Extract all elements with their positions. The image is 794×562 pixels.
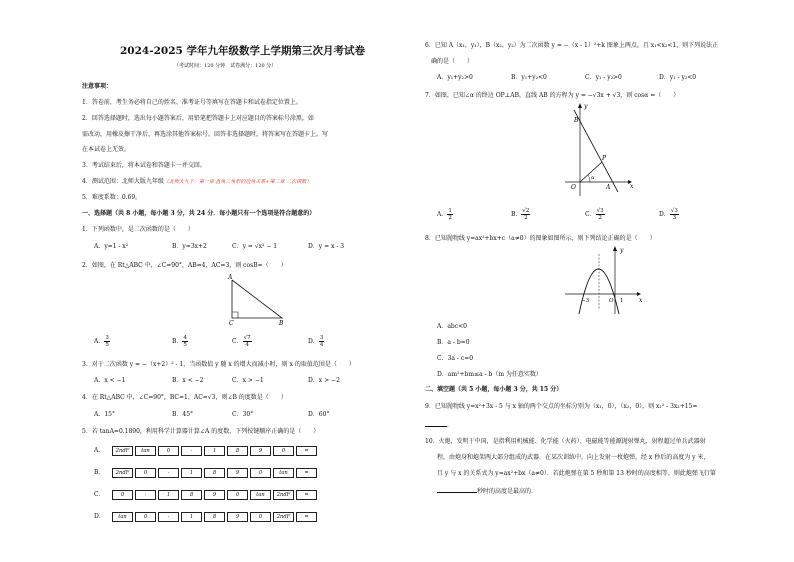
q4-option-c: C．30° bbox=[232, 411, 254, 418]
q1-stem: 1．下列函数中，是二次函数的是（ ） bbox=[82, 226, 194, 233]
q7-option-c: C． $\frac{√3}{2}$ bbox=[585, 208, 604, 221]
calculator-key: 9 bbox=[204, 490, 225, 500]
calculator-key: 0 bbox=[135, 512, 156, 522]
calculator-key: · bbox=[158, 468, 179, 478]
q3-option-a: A．x < −1 bbox=[94, 377, 126, 384]
calculator-key: 2ndF bbox=[273, 512, 294, 522]
note-1: 1．答卷前，考生务必将自己的姓名、准考证号等填写在答题卡和试卷指定位置上。 bbox=[82, 99, 302, 106]
q2-option-d: D． $\frac{3}{4}$ bbox=[308, 335, 324, 348]
page-subtitle: （考试时间：120 分钟 试卷满分：120 分） bbox=[174, 63, 277, 69]
note-5: 5．难度系数：0.69。 bbox=[82, 194, 142, 201]
q6-option-c: C．y₁ - y₂>0 bbox=[585, 74, 622, 81]
calculator-key: 0 bbox=[273, 446, 294, 456]
calculator-key: = bbox=[296, 468, 317, 478]
q1-option-b: B．y=3x+2 bbox=[172, 243, 207, 250]
q4-stem: 4．在 Rt△ABC 中，∠C=90°，BC=1，AC=√3，则∠B 的度数是（ ） bbox=[82, 394, 287, 401]
calculator-key: · bbox=[158, 512, 179, 522]
q1-option-d: D．y = x - 3 bbox=[308, 243, 345, 250]
q7-option-b: B． $\frac{√2}{2}$ bbox=[511, 208, 530, 221]
q8-option-c: C．3a - c=0 bbox=[437, 355, 474, 362]
q4-option-a: A．15° bbox=[94, 411, 115, 418]
calculator-key: 0 bbox=[112, 490, 133, 500]
q7-label-o: O bbox=[571, 184, 576, 191]
q8-label-1: 1 bbox=[620, 298, 624, 304]
q7-figure bbox=[560, 102, 635, 197]
q3-stem: 3．对于二次函数 y = −（x+2）² - 1，当函数值 y 随 x 的增大而减小时，则 x 的取值范围是（ ） bbox=[82, 361, 355, 368]
calculator-key: = bbox=[296, 446, 317, 456]
q2-option-c: C． $\frac{√7}{4}$ bbox=[232, 335, 251, 348]
q8-parabola-figure bbox=[565, 246, 645, 316]
calculator-key: 9 bbox=[250, 446, 271, 456]
q1-option-c: C．y = √x² − 1 bbox=[232, 243, 278, 250]
q3-option-b: B．x < −2 bbox=[172, 377, 204, 384]
q5-option-label: A． bbox=[94, 447, 105, 454]
q6-stem-2: 确的是（ ） bbox=[431, 58, 474, 65]
q6-option-a: A．y₁+y₂>0 bbox=[437, 74, 473, 81]
calculator-key: · bbox=[181, 446, 202, 456]
calculator-key: 0 bbox=[250, 512, 271, 522]
q2-option-a: A． $\frac{3}{5}$ bbox=[94, 335, 109, 348]
q7-label-y: y bbox=[584, 103, 588, 110]
calculator-key: tan bbox=[273, 468, 294, 478]
q3-option-c: C．x > −1 bbox=[232, 377, 264, 384]
q8-option-d: D．am²+bm≤a - b（m 为任意实数） bbox=[437, 371, 542, 378]
calculator-key: 1 bbox=[204, 446, 225, 456]
q5-option-label: C． bbox=[94, 491, 105, 498]
note-4 bbox=[82, 178, 311, 186]
calculator-key: 8 bbox=[204, 468, 225, 478]
q2-triangle-figure bbox=[222, 274, 292, 326]
q8-stem: 8．已知抛物线 y=ax²+bx+c（a≠0）的图象如图所示，则下列结论正确的是（ ） bbox=[425, 235, 656, 242]
q9-answer-blank[interactable] bbox=[425, 420, 447, 427]
calculator-key: 9 bbox=[227, 512, 248, 522]
calculator-key: 9 bbox=[227, 468, 248, 478]
q6-option-d: D．y₁ - y₂<0 bbox=[659, 74, 697, 81]
q7-label-alpha: α bbox=[591, 175, 595, 181]
notes-heading: 注意事项： bbox=[82, 83, 113, 90]
q7-stem: 7．如图，已知∠α 的终边 OP⊥AB，直线 AB 的方程为 y = −√3x + √3，则 cosα =（ ） bbox=[425, 92, 680, 99]
q7-label-b: B bbox=[574, 117, 579, 124]
q5-stem: 5．若 tanA=0.1890，利用科学计算器计算∠A 的度数，下列按键顺序正确的是（ ） bbox=[82, 428, 320, 435]
q7-option-d: D． $\frac{√3}{3}$ bbox=[659, 208, 678, 221]
calculator-key: 1 bbox=[181, 468, 202, 478]
calculator-key: 8 bbox=[227, 446, 248, 456]
q5-option-row bbox=[112, 512, 317, 522]
calculator-key: 1 bbox=[158, 490, 179, 500]
calculator-key: tan bbox=[250, 490, 271, 500]
q7-label-p: P bbox=[602, 155, 607, 162]
note-3: 3．考试结束后，将本试卷和答题卡一并交回。 bbox=[82, 162, 206, 169]
q3-option-d: D．x > −2 bbox=[308, 377, 340, 384]
calculator-key: 0 bbox=[227, 490, 248, 500]
q5-option-row bbox=[112, 446, 317, 456]
note-2b: 需改动，用橡皮擦干净后，再选涂其他答案标号。回答非选择题时，将答案写在答题卡上。写 bbox=[82, 131, 329, 138]
q5-option-row bbox=[112, 468, 317, 478]
q6-stem: 6．已知 A（x₁，y₁），B（x₂，y₂）为二次函数 y = −（x - 1）²+k 图象上两点，且 x₁<x₂<1，则下列说法正 bbox=[425, 42, 719, 49]
q7-option-a: A． $\frac{1}{2}$ bbox=[437, 208, 452, 221]
calculator-key: = bbox=[296, 490, 317, 500]
q10-answer-blank[interactable] bbox=[437, 486, 477, 493]
calculator-key: 8 bbox=[181, 490, 202, 500]
q9-stem: 9．已知抛物线 y=x²+3x - 5 与 x 轴的两个交点的坐标分别为（x₁，0），（x₂，0），则 x₁² - 3x₂+15= bbox=[425, 403, 698, 410]
q1-option-a: A．y=1 - x² bbox=[94, 243, 129, 250]
q10-line-1: 10．火炮，发明于中国，是指利用机械能、化学能（火药）、电磁能等能源抛射弹丸，射程超过单兵武器射 bbox=[425, 438, 706, 445]
q8-label-x: x bbox=[639, 297, 643, 304]
calculator-key: 0 bbox=[250, 468, 271, 478]
note-4-label: 4．测试范围：北师大版九年级 bbox=[82, 178, 164, 185]
note-4-range: （北师大九下：第一章 直角三角形的边角关系+第二章 二次函数） bbox=[163, 179, 312, 185]
q2-stem: 2．如图，在 Rt△ABC 中，∠C=90°，AB=4，AC=3，则 cosB=（ ） bbox=[82, 262, 287, 269]
calculator-key: tan bbox=[112, 512, 133, 522]
calculator-key: 1 bbox=[181, 512, 202, 522]
q8-option-a: A．abc<0 bbox=[437, 323, 467, 330]
note-2a: 2．回答选择题时，选出每小题答案后，用铅笔把答题卡上对应题目的答案标号涂黑。如 bbox=[82, 115, 314, 122]
q2-label-b: B bbox=[279, 320, 284, 327]
calculator-key: · bbox=[135, 490, 156, 500]
q5-option-row bbox=[112, 490, 317, 500]
q2-label-c: C bbox=[229, 320, 234, 327]
calculator-key: 2ndF bbox=[273, 490, 294, 500]
calculator-key: 8 bbox=[204, 512, 225, 522]
calculator-key: 2ndF bbox=[112, 446, 133, 456]
section-1-heading: 一、选择题（共 8 小题，每小题 3 分，共 24 分．每小题只有一个选项是符合题意的） bbox=[82, 210, 316, 217]
q9-answer: ． bbox=[425, 420, 453, 430]
q7-label-x: x bbox=[630, 183, 634, 190]
q8-label-neg3: −3 bbox=[581, 298, 590, 304]
calculator-key: 2ndF bbox=[112, 468, 133, 478]
q2-option-b: B． $\frac{4}{5}$ bbox=[172, 335, 187, 348]
q8-option-b: B．a - b=0 bbox=[437, 339, 470, 346]
q8-label-o: O bbox=[609, 298, 614, 304]
q7-label-a: A bbox=[606, 184, 611, 191]
q10-line-3: 且 y 与 x 的关系式为 y=ax²+bx（a≠0）．若此炮弹在第 5 秒和第 13 秒时的高度相等，则此炮弹飞行第 bbox=[437, 470, 716, 477]
calculator-key: 0 bbox=[135, 468, 156, 478]
calculator-key: 0 bbox=[158, 446, 179, 456]
q5-option-label: B． bbox=[94, 469, 105, 476]
q4-option-d: D．60° bbox=[308, 411, 330, 418]
section-2-heading: 二、填空题（共 5 小题，每小题 3 分，共 15 分） bbox=[425, 386, 563, 393]
note-2c: 在本试卷上无效。 bbox=[82, 146, 131, 153]
page-title: 2024-2025 学年九年级数学上学期第三次月考试卷 bbox=[120, 45, 365, 57]
q5-option-label: D． bbox=[94, 513, 105, 520]
q10-line-4: 秒时的高度是最高的． bbox=[437, 486, 537, 496]
calculator-key: tan bbox=[135, 446, 156, 456]
q10-line-2: 程，由炮身和炮架两大部分组成的武器．在某次训练中，向上发射一枚炮弹，经 x 秒后的高度为 y 米， bbox=[437, 454, 710, 461]
q4-option-b: B．45° bbox=[172, 411, 194, 418]
q6-option-b: B．y₁+y₂<0 bbox=[511, 74, 547, 81]
calculator-key: = bbox=[296, 512, 317, 522]
q2-label-a: A bbox=[228, 274, 233, 281]
q8-label-y: y bbox=[620, 247, 624, 254]
